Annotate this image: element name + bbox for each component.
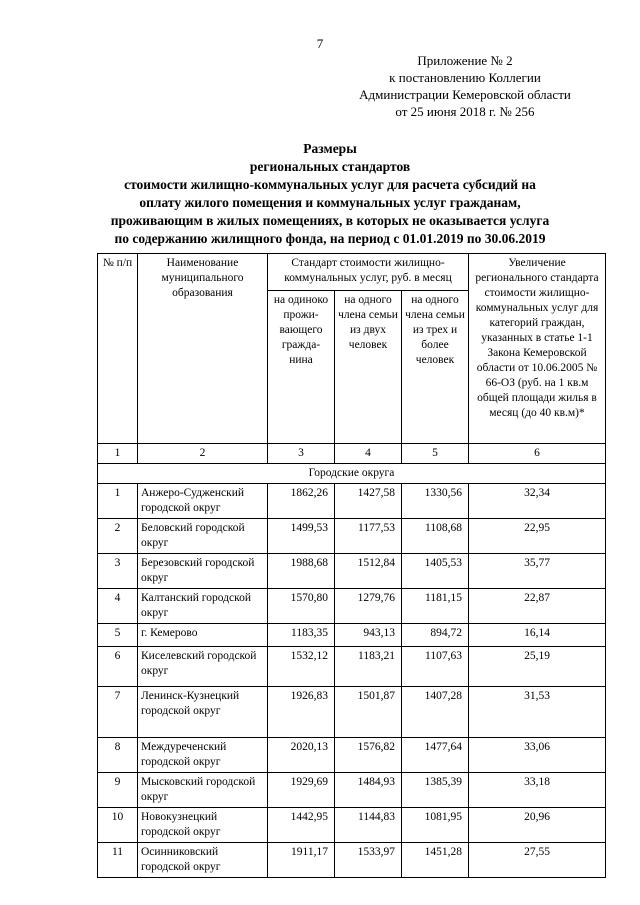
table-row (98, 808, 606, 843)
standards-table (97, 253, 606, 878)
appendix-line-3: Администрации Кемеровской области (359, 87, 571, 102)
row-single-value: 1911,17 (268, 843, 335, 878)
title-line-6: по содержанию жилищного фонда, на период с 01.01.2019 по 30.06.2019 (114, 231, 546, 246)
row-three-value: 1107,63 (402, 647, 469, 687)
column-numbers-row (98, 444, 606, 464)
row-three-value: 1081,95 (402, 808, 469, 843)
row-single-value: 2020,13 (268, 738, 335, 773)
table-header-row (98, 254, 606, 291)
row-two-value: 1576,82 (335, 738, 402, 773)
row-increase-value: 32,34 (469, 484, 606, 519)
column-number: 1 (98, 444, 138, 464)
table-row (98, 484, 606, 519)
table-row (98, 687, 606, 738)
subheader-single: на одиноко прожи-вающего гражда-нина (268, 291, 335, 444)
appendix-line-2: к постановлению Коллегии (389, 70, 541, 85)
row-single-value: 1862,26 (268, 484, 335, 519)
row-increase-value: 35,77 (469, 554, 606, 589)
row-number: 8 (98, 738, 138, 773)
row-number: 3 (98, 554, 138, 589)
row-municipality-name: Новокузнецкий городской округ (138, 808, 268, 843)
title-line-2: региональных стандартов (249, 159, 411, 174)
title-line-1: Размеры (303, 141, 357, 156)
row-municipality-name: Беловский городской округ (138, 519, 268, 554)
subheader-three: на одного члена семьи из трех и более человек (402, 291, 469, 444)
row-number: 6 (98, 647, 138, 687)
table-body (98, 484, 606, 878)
appendix-line-1: Приложение № 2 (417, 53, 513, 68)
row-increase-value: 22,87 (469, 589, 606, 624)
row-two-value: 1501,87 (335, 687, 402, 738)
row-single-value: 1926,83 (268, 687, 335, 738)
row-single-value: 1532,12 (268, 647, 335, 687)
table-row (98, 624, 606, 647)
row-number: 7 (98, 687, 138, 738)
row-two-value: 1533,97 (335, 843, 402, 878)
row-number: 2 (98, 519, 138, 554)
row-three-value: 1385,39 (402, 773, 469, 808)
subheader-two: на одного члена семьи из двух человек (335, 291, 402, 444)
table-row (98, 843, 606, 878)
row-single-value: 1183,35 (268, 624, 335, 647)
row-two-value: 1183,21 (335, 647, 402, 687)
column-number: 6 (469, 444, 606, 464)
row-single-value: 1929,69 (268, 773, 335, 808)
row-single-value: 1499,53 (268, 519, 335, 554)
row-municipality-name: Междуреченский городской округ (138, 738, 268, 773)
title-line-5: проживающим в жилых помещениях, в которых не оказывается услуга (110, 213, 550, 228)
column-number: 2 (138, 444, 268, 464)
document-title (60, 140, 600, 248)
row-number: 1 (98, 484, 138, 519)
appendix-line-4: от 25 июня 2018 г. № 256 (395, 104, 535, 119)
row-municipality-name: Мысковский городской округ (138, 773, 268, 808)
row-two-value: 1427,58 (335, 484, 402, 519)
title-line-3: стоимости жилищно-коммунальных услуг для расчета субсидий на (124, 177, 536, 192)
table-row (98, 738, 606, 773)
row-three-value: 1181,15 (402, 589, 469, 624)
row-two-value: 1512,84 (335, 554, 402, 589)
row-municipality-name: Осинниковский городской округ (138, 843, 268, 878)
page-number: 7 (316, 36, 324, 51)
row-municipality-name: г. Кемерово (138, 624, 268, 647)
row-municipality-name: Березовский городской округ (138, 554, 268, 589)
row-two-value: 1484,93 (335, 773, 402, 808)
row-number: 5 (98, 624, 138, 647)
table-row (98, 519, 606, 554)
row-number: 11 (98, 843, 138, 878)
row-three-value: 1477,64 (402, 738, 469, 773)
title-line-4: оплату жилого помещения и коммунальных услуг гражданам, (139, 195, 521, 210)
row-three-value: 1330,56 (402, 484, 469, 519)
row-two-value: 943,13 (335, 624, 402, 647)
row-two-value: 1144,83 (335, 808, 402, 843)
table-row (98, 647, 606, 687)
row-three-value: 1407,28 (402, 687, 469, 738)
row-three-value: 1108,68 (402, 519, 469, 554)
appendix-block (330, 52, 600, 120)
row-single-value: 1570,80 (268, 589, 335, 624)
row-increase-value: 22,95 (469, 519, 606, 554)
row-increase-value: 33,18 (469, 773, 606, 808)
table-row (98, 773, 606, 808)
row-increase-value: 16,14 (469, 624, 606, 647)
row-two-value: 1279,76 (335, 589, 402, 624)
column-number: 3 (268, 444, 335, 464)
header-standard: Стандарт стоимости жилищно-коммунальных услуг, руб. в месяц (268, 254, 469, 291)
section-title: Городские округа (98, 464, 606, 484)
row-increase-value: 25,19 (469, 647, 606, 687)
row-single-value: 1988,68 (268, 554, 335, 589)
row-three-value: 894,72 (402, 624, 469, 647)
section-row (98, 464, 606, 484)
table-row (98, 589, 606, 624)
column-number: 5 (402, 444, 469, 464)
row-municipality-name: Ленинск-Кузнецкий городской округ (138, 687, 268, 738)
table-row (98, 554, 606, 589)
row-municipality-name: Калтанский городской округ (138, 589, 268, 624)
row-municipality-name: Анжеро-Судженский городской округ (138, 484, 268, 519)
header-increase: Увеличение регионального стандарта стоимости жилищно-коммунальных услуг для категорий граждан, указанных в статье 1-1 Закона Кемеровской области от 10.06.2005 № 66-ОЗ (руб. на 1 кв.м общей площади жилья в месяц (до 40 кв.м)* (469, 254, 606, 444)
row-increase-value: 20,96 (469, 808, 606, 843)
row-single-value: 1442,95 (268, 808, 335, 843)
row-increase-value: 33,06 (469, 738, 606, 773)
row-number: 9 (98, 773, 138, 808)
row-three-value: 1451,28 (402, 843, 469, 878)
row-municipality-name: Киселевский городской округ (138, 647, 268, 687)
header-number: № п/п (98, 254, 138, 444)
row-increase-value: 27,55 (469, 843, 606, 878)
row-number: 10 (98, 808, 138, 843)
header-municipality: Наименование муниципального образования (138, 254, 268, 444)
row-three-value: 1405,53 (402, 554, 469, 589)
row-increase-value: 31,53 (469, 687, 606, 738)
row-two-value: 1177,53 (335, 519, 402, 554)
row-number: 4 (98, 589, 138, 624)
column-number: 4 (335, 444, 402, 464)
